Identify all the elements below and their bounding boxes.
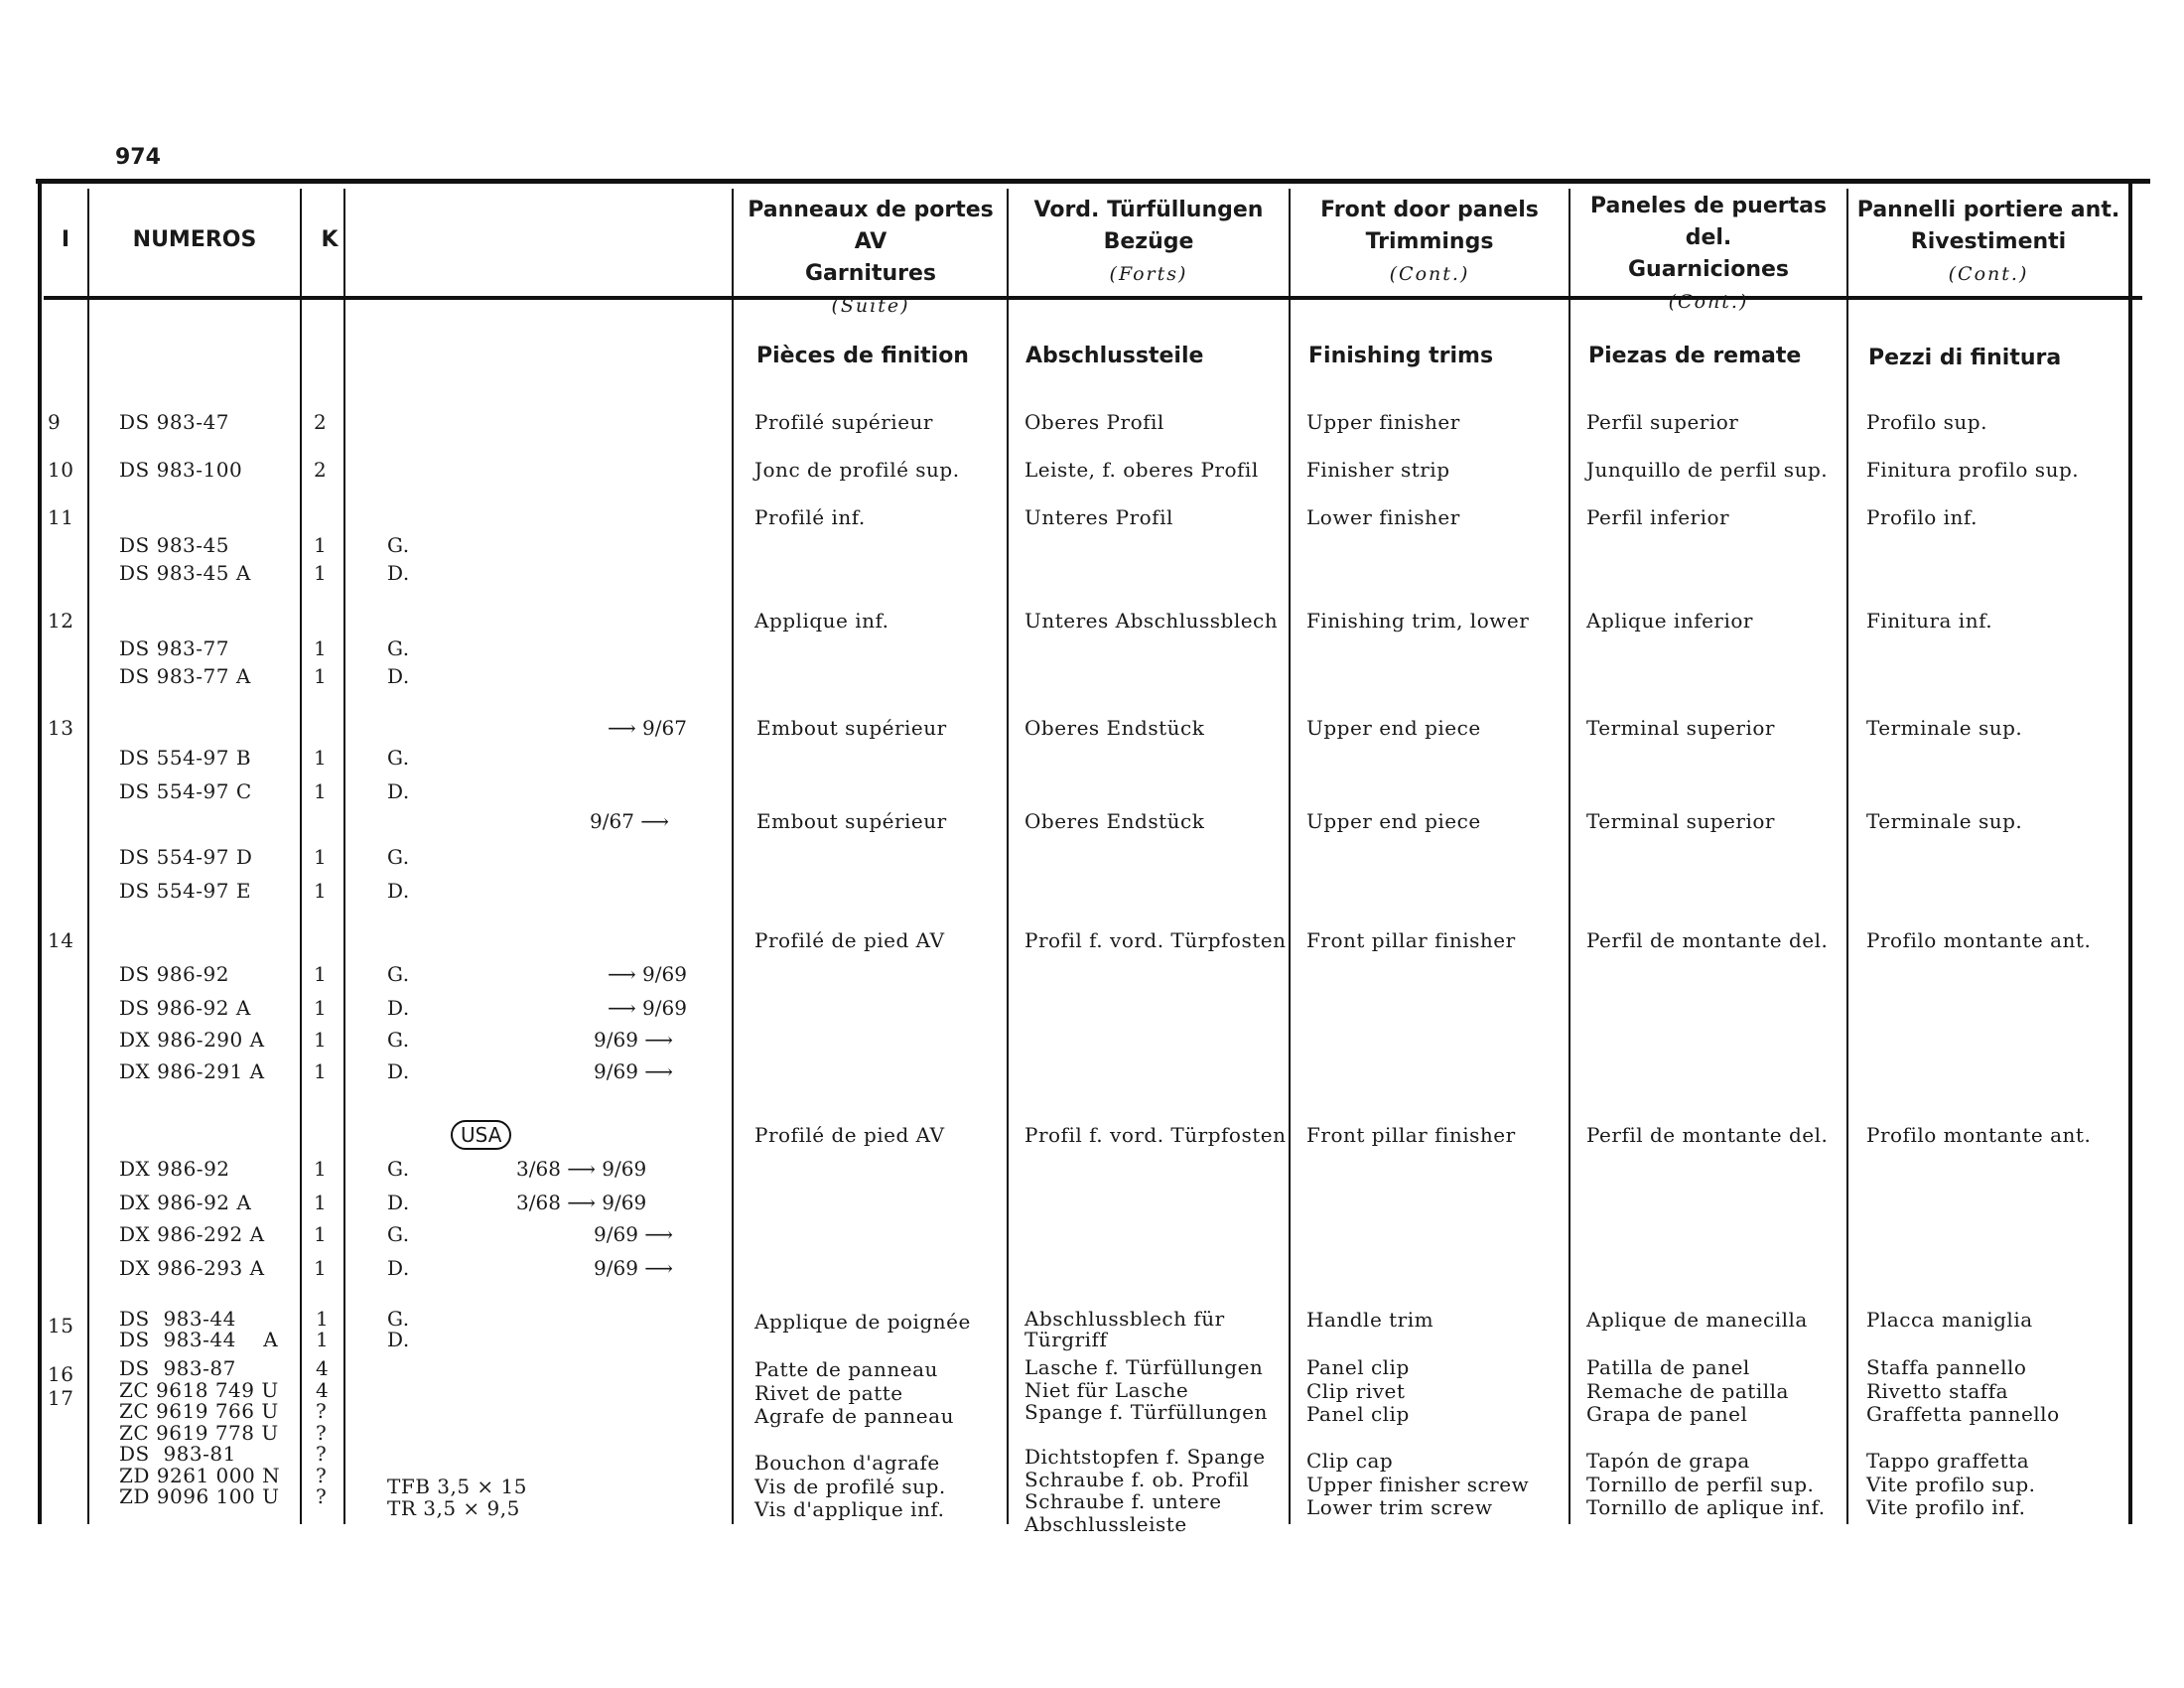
desc-es: Junquillo de perfil sup.: [1586, 458, 1829, 482]
desc-it: Profilo sup.: [1866, 410, 1987, 434]
desc-es: Aplique de manecilla: [1586, 1308, 1808, 1332]
quantity: 4 4 ? ? ? ? ?: [316, 1356, 330, 1508]
part-number: DS 554-97 E: [119, 879, 251, 903]
quantity: 2: [314, 410, 328, 434]
quantity: 1: [314, 533, 328, 557]
item-number: 15: [48, 1314, 74, 1337]
desc-fr: Embout supérieur: [756, 716, 947, 740]
side: D.: [387, 561, 410, 585]
date-range: 9/69 ⟶: [594, 1256, 673, 1280]
desc-fr: Patte de panneau Rivet de patte Agrafe de panneau Bouchon d'agrafe Vis de profilé sup. Vis d'applique inf.: [754, 1357, 954, 1521]
part-number: DS 983-45: [119, 533, 229, 557]
desc-en: Panel clip Clip rivet Panel clip Clip cap Upper finisher screw Lower trim screw: [1306, 1355, 1530, 1519]
side: D.: [387, 1256, 410, 1280]
side: D.: [387, 664, 410, 688]
side: G.: [387, 845, 410, 869]
quantity: 1: [314, 779, 328, 803]
quantity: 1: [314, 1222, 328, 1246]
date-range: 9/67 ⟶: [590, 809, 669, 833]
date-range: ⟶ 9/69: [608, 962, 687, 986]
desc-fr: Embout supérieur: [756, 809, 947, 833]
header-fr-subtitle: Garnitures: [805, 261, 936, 286]
desc-de: Profil f. vord. Türpfosten: [1024, 928, 1287, 952]
side: D.: [387, 1191, 410, 1214]
desc-it: Terminale sup.: [1866, 716, 2023, 740]
quantity: 1: [314, 996, 328, 1020]
page-number: 974: [115, 145, 161, 170]
quantity: 1 1: [316, 1307, 330, 1351]
quantity: 1: [314, 1059, 328, 1083]
table-top-border: [36, 179, 2150, 184]
header-fr: [735, 195, 1007, 322]
desc-es: Aplique inferior: [1586, 609, 1753, 633]
side: G.: [387, 746, 410, 770]
table-right-border: [2128, 179, 2132, 1524]
desc-de: Oberes Endstück: [1024, 809, 1205, 833]
header-it-title: Pannelli portiere ant.: [1856, 198, 2120, 222]
date-range: 9/69 ⟶: [594, 1059, 673, 1083]
quantity: 1: [314, 962, 328, 986]
desc-fr: Profilé de pied AV: [754, 928, 945, 952]
divider-es: [1846, 189, 1848, 1524]
section-heading-es: Piezas de remate: [1588, 344, 1802, 368]
part-number: DS 983-45 A: [119, 561, 251, 585]
part-number: DS 554-97 B: [119, 746, 252, 770]
desc-es: Terminal superior: [1586, 809, 1775, 833]
desc-en: Upper end piece: [1306, 809, 1481, 833]
desc-de: Lasche f. Türfüllungen Niet für Lasche Spange f. Türfüllungen Dichtstopfen f. Spange Schraube f. ob. Profil Schraube f. untere Abschlussleiste: [1024, 1355, 1268, 1536]
header-es: [1570, 191, 1846, 318]
date-range: 3/68 ⟶ 9/69: [516, 1191, 647, 1214]
side: G.: [387, 962, 410, 986]
desc-it: Profilo montante ant.: [1866, 1123, 2092, 1147]
side: D.: [387, 779, 410, 803]
part-number: DS 983-77: [119, 636, 229, 660]
desc-en: Upper finisher: [1306, 410, 1460, 434]
side: G.: [387, 636, 410, 660]
part-number: DS 554-97 D: [119, 845, 253, 869]
header-it: [1848, 195, 2128, 290]
divider-numeros: [300, 189, 302, 1524]
desc-es: Terminal superior: [1586, 716, 1775, 740]
quantity: 1: [314, 1157, 328, 1181]
quantity: 1: [314, 845, 328, 869]
side: D.: [387, 879, 410, 903]
header-de: [1009, 195, 1289, 290]
desc-fr: Applique de poignée: [754, 1310, 971, 1334]
item-number: 11: [48, 505, 74, 529]
desc-it: Finitura profilo sup.: [1866, 458, 2080, 482]
header-k: K: [321, 227, 339, 252]
desc-de: Unteres Abschlussblech: [1024, 609, 1279, 633]
item-number: 16 17: [48, 1362, 74, 1410]
item-number: 10: [48, 458, 74, 482]
section-heading-fr: Pièces de finition: [756, 344, 969, 368]
desc-de: Abschlussblech für Türgriff: [1024, 1307, 1225, 1351]
desc-de: Unteres Profil: [1024, 505, 1173, 529]
quantity: 1: [314, 664, 328, 688]
side: D.: [387, 996, 410, 1020]
side: G.: [387, 533, 410, 557]
part-number: DX 986-92: [119, 1157, 230, 1181]
part-number: DX 986-290 A: [119, 1028, 265, 1052]
quantity: 1: [314, 1028, 328, 1052]
part-number: DS 986-92 A: [119, 996, 251, 1020]
desc-it: Terminale sup.: [1866, 809, 2023, 833]
date-range: ⟶ 9/67: [608, 716, 687, 740]
quantity: 1: [314, 1191, 328, 1214]
divider-en: [1569, 189, 1570, 1524]
section-heading-de: Abschlussteile: [1025, 344, 1204, 368]
side: TFB 3,5 × 15 TR 3,5 × 9,5: [387, 1475, 527, 1520]
desc-fr: Profilé supérieur: [754, 410, 933, 434]
header-de-cont: (Forts): [1109, 263, 1188, 285]
section-heading-it: Pezzi di finitura: [1868, 346, 2062, 370]
divider-index: [87, 189, 89, 1524]
desc-it: Staffa pannello Rivetto staffa Graffetta pannello Tappo graffetta Vite profilo sup. Vite profilo inf.: [1866, 1355, 2060, 1519]
quantity: 1: [314, 1256, 328, 1280]
header-es-subtitle: Guarniciones: [1628, 257, 1789, 282]
item-number: 12: [48, 609, 74, 633]
header-index: I: [61, 227, 70, 252]
section-heading-en: Finishing trims: [1308, 344, 1494, 368]
date-range: 9/69 ⟶: [594, 1028, 673, 1052]
part-number: DX 986-292 A: [119, 1222, 265, 1246]
desc-it: Placca maniglia: [1866, 1308, 2033, 1332]
desc-es: Perfil superior: [1586, 410, 1739, 434]
date-range: 9/69 ⟶: [594, 1222, 673, 1246]
part-number: DS 983-100: [119, 458, 243, 482]
desc-en: Finishing trim, lower: [1306, 609, 1530, 633]
header-fr-title: Panneaux de portes AV: [748, 198, 994, 254]
part-number: DS 983-44 DS 983-44 A: [119, 1307, 279, 1351]
quantity: 1: [314, 879, 328, 903]
date-range: ⟶ 9/69: [608, 996, 687, 1020]
desc-en: Finisher strip: [1306, 458, 1450, 482]
item-number: 13: [48, 716, 74, 740]
desc-it: Profilo inf.: [1866, 505, 1978, 529]
header-en-subtitle: Trimmings: [1365, 229, 1494, 254]
part-number: DS 983-77 A: [119, 664, 251, 688]
side: G.: [387, 1222, 410, 1246]
divider-de: [1289, 189, 1291, 1524]
divider-fr: [1007, 189, 1009, 1524]
desc-fr: Profilé inf.: [754, 505, 866, 529]
desc-es: Perfil inferior: [1586, 505, 1730, 529]
header-numeros: NUMEROS: [132, 227, 257, 252]
desc-fr: Applique inf.: [754, 609, 889, 633]
part-number: DX 986-92 A: [119, 1191, 252, 1214]
desc-it: Profilo montante ant.: [1866, 928, 2092, 952]
header-de-title: Vord. Türfüllungen: [1033, 198, 1264, 222]
side: G. D.: [387, 1307, 410, 1351]
quantity: 1: [314, 636, 328, 660]
desc-de: Profil f. vord. Türpfosten: [1024, 1123, 1287, 1147]
desc-en: Handle trim: [1306, 1308, 1434, 1332]
desc-es: Perfil de montante del.: [1586, 1123, 1829, 1147]
part-number: DS 983-47: [119, 410, 229, 434]
header-en-cont: (Cont.): [1389, 263, 1470, 285]
desc-fr: Jonc de profilé sup.: [754, 458, 960, 482]
desc-en: Front pillar finisher: [1306, 928, 1516, 952]
side: G.: [387, 1157, 410, 1181]
part-number: DS 986-92: [119, 962, 229, 986]
header-fr-cont: (Suite): [831, 295, 910, 317]
header-en: [1291, 195, 1569, 290]
part-number: DS 983-87 ZC 9618 749 U ZC 9619 766 U ZC 9619 778 U DS 983-81 ZD 9261 000 N ZD 9096 100 U: [119, 1356, 281, 1508]
header-it-cont: (Cont.): [1948, 263, 2029, 285]
header-es-title: Paneles de puertas del.: [1589, 194, 1828, 250]
quantity: 1: [314, 746, 328, 770]
item-number: 9: [48, 410, 62, 434]
divider-k: [343, 189, 345, 1524]
part-number: DS 554-97 C: [119, 779, 252, 803]
desc-en: Front pillar finisher: [1306, 1123, 1516, 1147]
desc-de: Leiste, f. oberes Profil: [1024, 458, 1259, 482]
header-en-title: Front door panels: [1320, 198, 1539, 222]
part-number: DX 986-293 A: [119, 1256, 265, 1280]
header-de-subtitle: Bezüge: [1103, 229, 1194, 254]
date-range: 3/68 ⟶ 9/69: [516, 1157, 647, 1181]
desc-es: Patilla de panel Remache de patilla Grapa de panel Tapón de grapa Tornillo de perfil sup. Tornillo de aplique inf.: [1586, 1355, 1826, 1519]
desc-en: Upper end piece: [1306, 716, 1481, 740]
desc-es: Perfil de montante del.: [1586, 928, 1829, 952]
side: D.: [387, 1059, 410, 1083]
desc-en: Lower finisher: [1306, 505, 1460, 529]
desc-it: Finitura inf.: [1866, 609, 1993, 633]
table-left-border: [38, 179, 42, 1524]
header-it-subtitle: Rivestimenti: [1910, 229, 2067, 254]
part-number: DX 986-291 A: [119, 1059, 265, 1083]
desc-de: Oberes Profil: [1024, 410, 1164, 434]
header-es-cont: (Cont.): [1668, 291, 1749, 313]
side: G.: [387, 1028, 410, 1052]
quantity: 1: [314, 561, 328, 585]
desc-de: Oberes Endstück: [1024, 716, 1205, 740]
desc-fr: Profilé de pied AV: [754, 1123, 945, 1147]
usa-badge: USA: [451, 1120, 511, 1150]
divider-notes: [732, 189, 734, 1524]
item-number: 14: [48, 928, 74, 952]
quantity: 2: [314, 458, 328, 482]
